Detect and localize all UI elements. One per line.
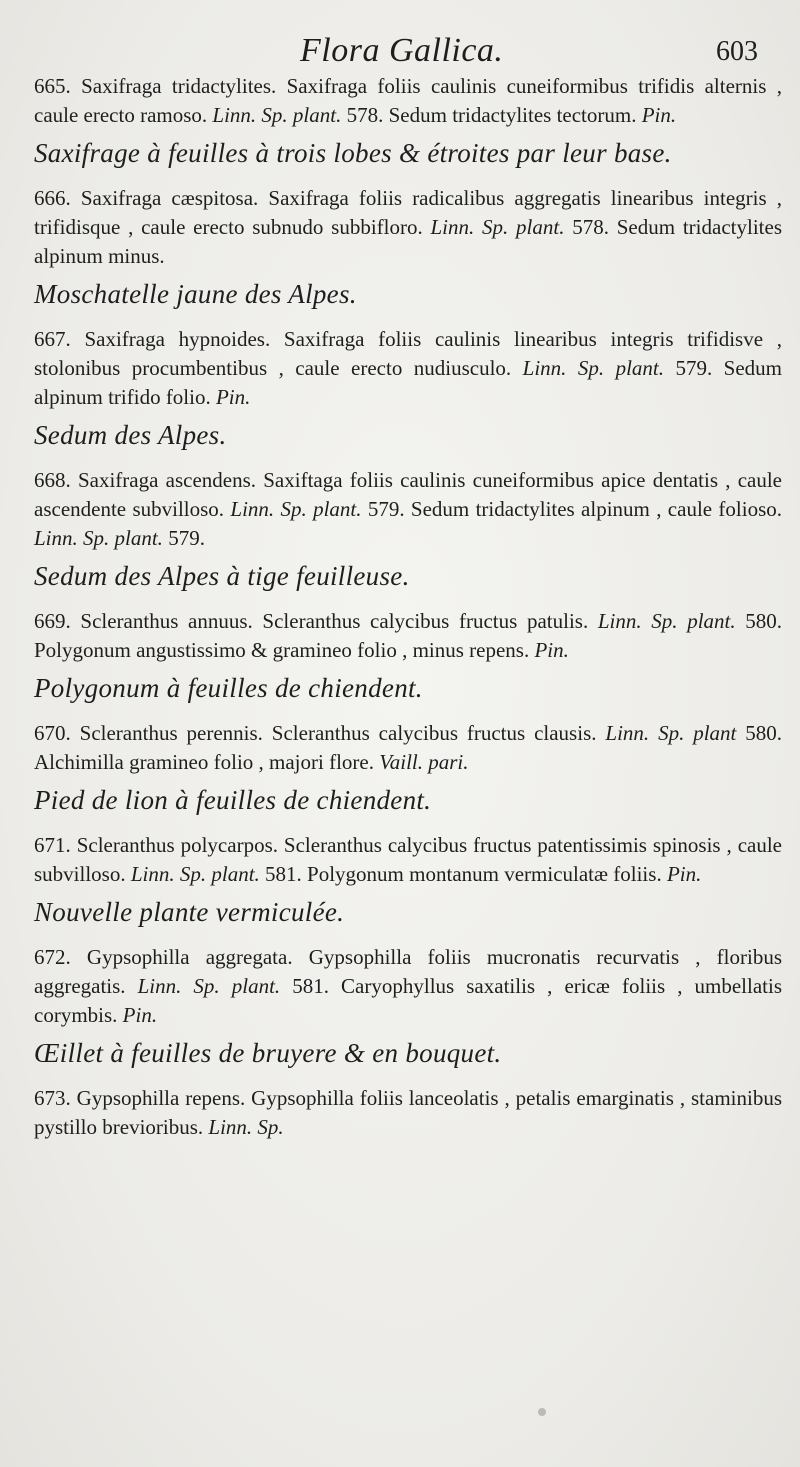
page-number: 603 [716, 36, 758, 67]
entry-670 [34, 719, 782, 817]
french-name: Œillet à feuilles de bruyere & en bouquet. [34, 1038, 502, 1068]
french-name: Saxifrage à feuilles à trois lobes & étroites par leur base. [34, 138, 672, 168]
flora-entries [34, 72, 782, 1156]
ink-spot [538, 1408, 546, 1416]
entry-669 [34, 607, 782, 705]
reference: Linn. Sp. plant. [430, 215, 565, 239]
reference: Pin. [215, 385, 251, 409]
reference: Linn. Sp. plant. [212, 103, 342, 127]
page-header [0, 30, 800, 76]
entry-667 [34, 325, 782, 452]
entry-number: 673. [34, 1086, 71, 1110]
french-name: Pied de lion à feuilles de chiendent. [34, 785, 432, 815]
entry-668 [34, 466, 782, 593]
reference: Pin. [534, 638, 569, 662]
latin-description: 672. Gypsophilla aggregata. Gypsophilla foliis mucronatis recurvatis , floribus aggregatis. Linn. Sp. plant. 581. Caryophyllus saxatilis , ericæ foliis , umbellatis corymbis. Pin. [34, 945, 783, 1027]
reference: Linn. Sp. plant. [230, 497, 362, 521]
latin-description: 673. Gypsophilla repens. Gypsophilla foliis lanceolatis , petalis emarginatis , staminibus pystillo brevioribus. Linn. Sp. [34, 1086, 782, 1139]
french-name: Polygonum à feuilles de chiendent. [34, 673, 423, 703]
entry-number: 665. [34, 74, 71, 98]
latin-description: 668. Saxifraga ascendens. Saxiftaga foliis caulinis cuneiformibus apice dentatis , caule ascendente subvilloso. Linn. Sp. plant. 579. Sedum tridactylites alpinum , caule folioso. Linn. Sp. plant. 579. [34, 468, 783, 550]
reference: Vaill. pari. [379, 750, 469, 774]
entry-number: 671. [34, 833, 71, 857]
french-name: Nouvelle plante vermiculée. [34, 897, 345, 927]
reference: Pin. [122, 1003, 158, 1027]
reference: Linn. Sp. plant. [137, 974, 281, 998]
entry-number: 669. [34, 609, 71, 633]
entry-number: 672. [34, 945, 71, 969]
latin-description: 671. Scleranthus polycarpos. Scleranthus calycibus fructus patentissimis spinosis , caule subvilloso. Linn. Sp. plant. 581. Polygonum montanum vermiculatæ foliis. Pin. [34, 833, 782, 886]
reference: Pin. [666, 862, 702, 886]
entry-665 [34, 72, 782, 170]
reference: Linn. Sp. plant. [34, 526, 163, 550]
entry-number: 668. [34, 468, 71, 492]
entry-672 [34, 943, 782, 1070]
reference: Pin. [641, 103, 677, 127]
reference: Linn. Sp. [208, 1115, 284, 1139]
running-title: Flora Gallica. [300, 32, 504, 69]
entry-673 [34, 1084, 782, 1142]
latin-description: 666. Saxifraga cæspitosa. Saxifraga foliis radicalibus aggregatis linearibus integris , trifidisque , caule erecto subnudo subbifloro. Linn. Sp. plant. 578. Sedum tridactylites alpinum minus. [34, 186, 783, 268]
french-name: Sedum des Alpes à tige feuilleuse. [34, 561, 410, 591]
entry-number: 667. [34, 327, 71, 351]
entry-number: 670. [34, 721, 71, 745]
entry-671 [34, 831, 782, 929]
french-name: Moschatelle jaune des Alpes. [34, 279, 357, 309]
latin-description: 665. Saxifraga tridactylites. Saxifraga foliis caulinis cuneiformibus trifidis alternis , caule erecto ramoso. Linn. Sp. plant. 578. Sedum tridactylites tectorum. Pin. [34, 74, 782, 127]
latin-description: 667. Saxifraga hypnoides. Saxifraga foliis caulinis linearibus integris trifidisve , stolonibus procumbentibus , caule erecto nudiusculo. Linn. Sp. plant. 579. Sedum alpinum trifido folio. Pin. [34, 327, 783, 409]
french-name: Sedum des Alpes. [34, 420, 227, 450]
latin-description: 669. Scleranthus annuus. Scleranthus calycibus fructus patulis. Linn. Sp. plant. 580. Polygonum angustissimo & gramineo folio , minus repens. Pin. [34, 609, 783, 662]
reference: Linn. Sp. plant. [130, 862, 260, 886]
reference: Linn. Sp. plant. [597, 609, 736, 633]
latin-description: 670. Scleranthus perennis. Scleranthus calycibus fructus clausis. Linn. Sp. plant 580. Alchimilla gramineo folio , majori flore. Vaill. pari. [34, 721, 783, 774]
reference: Linn. Sp. plant. [522, 356, 664, 380]
entry-666 [34, 184, 782, 311]
reference: Linn. Sp. plant [605, 721, 737, 745]
entry-number: 666. [34, 186, 71, 210]
